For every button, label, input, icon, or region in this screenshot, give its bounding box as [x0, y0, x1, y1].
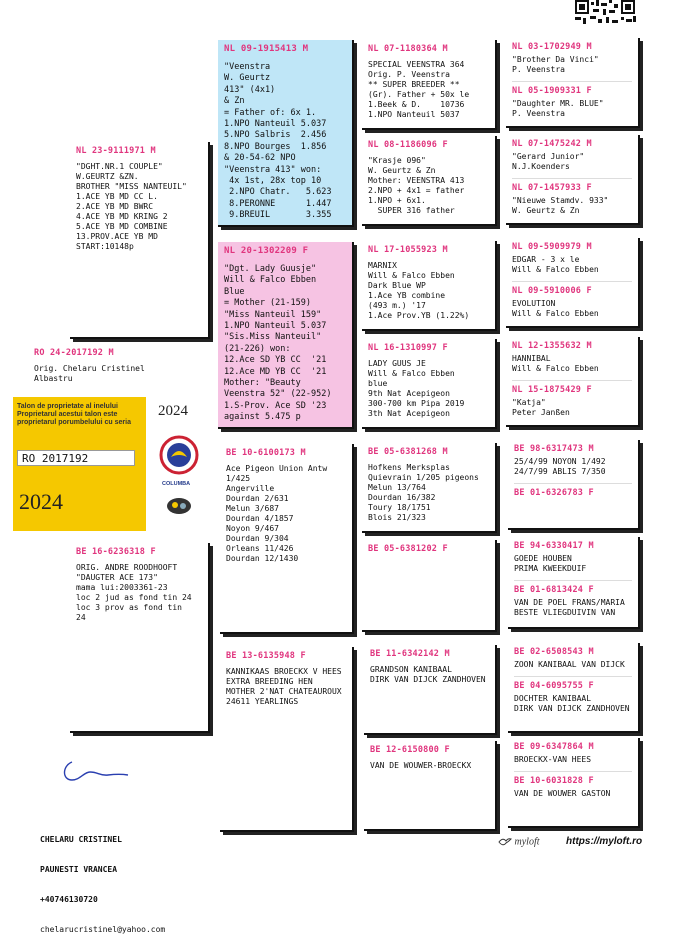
- gen3-card-3: [362, 241, 497, 331]
- signature-icon: [60, 758, 130, 784]
- gen3-ring-7: BE 11-6342142 M: [370, 649, 450, 659]
- granddam-paternal-info: "Dgt. Lady Guusje" Will & Falco Ebben Blue = Mother (21-159) "Miss Nanteuil 159" 1.NPO Nanteuil 5.037 "Sis.Miss Nanteuil" (21-226) won: 12.Ace SD YB CC '21 12.Ace MD YB CC '21 Mother: "Beauty Veenstra 52" (22-952) 1.S-Prov. Ace SD '23 against 5.475 p: [224, 264, 332, 423]
- gen3-card-4: [362, 339, 497, 429]
- gen3-card-2: [362, 136, 497, 226]
- subject-card: [28, 344, 168, 396]
- gen3-ring-5: BE 05-6381268 M: [368, 447, 448, 457]
- gen4-info-15: BROECKX-VAN HEES: [514, 755, 592, 764]
- gen4-info-8: "Katja" Peter Janßen: [512, 398, 570, 417]
- ticket-white-panel: [146, 397, 213, 531]
- gen4-card-5: [508, 440, 640, 530]
- gen3-info-8: VAN DE WOUWER-BROECKX: [370, 761, 472, 770]
- sire-info: "DGHT.NR.1 COUPLE" W.GEURTZ &ZN. BROTHER "MISS NANTEUIL" 1.ACE YB MD CC L. 2.ACE YB MD BWRC 4.ACE YB MD KRING 2 5.ACE YB MD COMBINE 13.PROV.ACE YB MD START:10148p: [76, 162, 187, 251]
- pigeon-emblem-icon: [166, 497, 192, 515]
- gen4-card-4: [506, 337, 640, 427]
- granddam-maternal-ring: BE 13-6135948 F: [226, 651, 306, 661]
- gen4-card-7: [508, 643, 640, 733]
- ticket-year-large: 2024: [19, 489, 63, 514]
- gen3-card-5: [362, 443, 497, 533]
- myloft-bird-icon: [498, 836, 512, 848]
- granddam-paternal-ring: NL 20-1302209 F: [224, 246, 309, 256]
- footer-url[interactable]: https://myloft.ro: [566, 836, 643, 847]
- qr-code: [573, 0, 637, 26]
- subject-ring: RO 24-2017192 M: [34, 348, 114, 358]
- gen4-info-4: "Nieuwe Stamdv. 933" W. Geurtz & Zn: [512, 196, 609, 215]
- gen4-ring-1: NL 03-1702949 M: [512, 42, 592, 52]
- gen3-card-7: [364, 645, 497, 735]
- gen4-info-7: HANNIBAL Will & Falco Ebben: [512, 354, 599, 373]
- granddam-paternal-card: [218, 242, 354, 429]
- owner-email: chelarucristinel@yahoo.com: [40, 925, 166, 934]
- gen3-ring-8: BE 12-6150800 F: [370, 745, 450, 755]
- ticket-year: 2024: [158, 403, 188, 419]
- gen3-card-8: [364, 741, 497, 831]
- gen3-info-7: GRANDSON KANIBAAL DIRK VAN DIJCK ZANDHOVEN: [370, 665, 486, 684]
- gen4-ring-8: NL 15-1875429 F: [512, 385, 592, 395]
- owner-phone: +40746130720: [40, 895, 98, 904]
- gen4-ring-9: BE 98-6317473 M: [514, 444, 594, 454]
- gen4-ring-5: NL 09-5909979 M: [512, 242, 592, 252]
- ring-ownership-ticket: [13, 397, 213, 531]
- sire-card: [70, 142, 210, 339]
- owner-address: PAUNESTI VRANCEA: [40, 865, 118, 874]
- owner-name: CHELARU CRISTINEL: [40, 835, 122, 844]
- ticket-ring-number: RO 2017192: [17, 450, 135, 466]
- gen4-sub-4: [512, 380, 632, 418]
- gen4-info-9: 25/4/99 NOYON 1/492 24/7/99 ABLIS 7/350: [514, 457, 606, 476]
- gen4-sub-6: [514, 580, 632, 618]
- gen3-ring-6: BE 05-6381202 F: [368, 544, 448, 554]
- grandsire-maternal-card: [220, 444, 354, 634]
- gen4-info-14: DOCHTER KANIBAAL DIRK VAN DIJCK ZANDHOVEN: [514, 694, 630, 713]
- grandsire-paternal-card: [218, 40, 354, 227]
- gen4-ring-4: NL 07-1457933 F: [512, 183, 592, 193]
- dam-card: [70, 543, 210, 733]
- gen3-card-1: [362, 40, 497, 130]
- gen3-info-4: LADY GUUS JE Will & Falco Ebben blue 9th Nat Acepigeon 300-700 km Pipa 2019 3th Nat Acepigeon: [368, 359, 465, 418]
- gen4-info-3: "Gerard Junior" N.J.Koenders: [512, 152, 585, 171]
- gen4-card-3: [506, 238, 640, 328]
- gen4-info-2: "Daughter MR. BLUE" P. Veenstra: [512, 99, 604, 118]
- gen4-ring-14: BE 04-6095755 F: [514, 681, 594, 691]
- gen3-ring-1: NL 07-1180364 M: [368, 44, 448, 54]
- owner-info: [40, 815, 165, 945]
- gen4-sub-8: [514, 771, 632, 799]
- myloft-logo-text: myloft: [514, 836, 540, 848]
- gen4-ring-16: BE 10-6031828 F: [514, 776, 594, 786]
- gen4-sub-7: [514, 676, 632, 714]
- grandsire-paternal-info: "Veenstra W. Geurtz 413" (4x1) & Zn = Father of: 6x 1. 1.NPO Nanteuil 5.037 5.NPO Salbris 2.456 8.NPO Bourges 1.856 & 20-54-62 NPO "Veenstra 413" won: 4x 1st, 28x top 10 2.NPO Chatr. 5.623 8.PERONNE 1.447 9.BREUIL 3.355: [224, 62, 332, 221]
- gen4-info-5: EDGAR - 3 x le Will & Falco Ebben: [512, 255, 599, 274]
- gen3-info-5: Hofkens Merksplas Quievrain 1/205 pigeons Melun 13/764 Dourdan 16/382 Toury 18/1751 Blois 21/323: [368, 463, 479, 522]
- grandsire-paternal-ring: NL 09-1915413 M: [224, 44, 309, 54]
- dam-info: ORIG. ANDRE ROODHOOFT "DAUGTER ACE 173" mama lui:2003361-23 loc 2 jud as fond tin 24 loc 3 prov as fond tin 24: [76, 563, 192, 622]
- ticket-brand: COLUMBA: [162, 481, 191, 487]
- gen4-card-6: [508, 537, 640, 629]
- gen4-sub-5: [514, 483, 632, 498]
- dam-ring: BE 16-6236318 F: [76, 547, 156, 557]
- ticket-yellow-panel: [13, 397, 146, 531]
- grandsire-maternal-ring: BE 10-6100173 M: [226, 448, 306, 458]
- gen4-info-16: VAN DE WOUWER GASTON: [514, 789, 611, 798]
- ticket-header: Talon de proprietate al inelului Proprietarul acestui talon este proprietarul porumbelului cu seria: [17, 403, 131, 426]
- myloft-logo: [498, 836, 540, 848]
- gen4-card-2: [506, 135, 640, 225]
- gen4-info-13: ZOON KANIBAAL VAN DIJCK: [514, 660, 625, 669]
- gen3-info-3: MARNIX Will & Falco Ebben Dark Blue WP 1.Ace YB combine (493 m.) '17 1.Ace Prov.YB (1.22%): [368, 261, 470, 320]
- gen4-sub-1: [512, 81, 632, 119]
- granddam-maternal-info: KANNIKAAS BROECKX V HEES EXTRA BREEDING HEN MOTHER 2'NAT CHATEAUROUX 24611 YEARLINGS: [226, 667, 342, 706]
- sire-ring: NL 23-9111971 M: [76, 146, 156, 156]
- gen3-card-6: [362, 540, 497, 632]
- grandsire-maternal-info: Ace Pigeon Union Antw 1/425 Angerville Dourdan 2/631 Melun 3/687 Dourdan 4/1857 Noyon 9/467 Dourdan 9/304 Orleans 11/426 Dourdan 12/1430: [226, 464, 328, 563]
- gen4-ring-3: NL 07-1475242 M: [512, 139, 592, 149]
- gen4-info-12: VAN DE POEL FRANS/MARIA BESTE VLIEGDUIVIN VAN: [514, 598, 625, 617]
- gen3-ring-3: NL 17-1055923 M: [368, 245, 448, 255]
- gen4-sub-2: [512, 178, 632, 216]
- gen4-ring-12: BE 01-6813424 F: [514, 585, 594, 595]
- gen4-ring-6: NL 09-5910006 F: [512, 286, 592, 296]
- gen3-ring-4: NL 16-1310997 F: [368, 343, 448, 353]
- gen3-info-1: SPECIAL VEENSTRA 364 Orig. P. Veenstra ** SUPER BREEDER ** (Gr). Father + 50x le 1.Beek & D. 10736 1.NPO Nanteuil 5037: [368, 60, 470, 119]
- gen4-card-1: [506, 38, 640, 128]
- gen4-info-1: "Brother Da Vinci" P. Veenstra: [512, 55, 599, 74]
- gen4-ring-7: NL 12-1355632 M: [512, 341, 592, 351]
- gen4-card-8: [508, 738, 640, 828]
- subject-info: Orig. Chelaru Cristinel Albastru: [34, 364, 145, 383]
- gen4-ring-15: BE 09-6347864 M: [514, 742, 594, 752]
- gen3-info-2: "Krasje 096" W. Geurtz & Zn Mother: VEENSTRA 413 2.NPO + 4x1 = father 1.NPO + 6x1. SUPER 316 father: [368, 156, 465, 215]
- gen4-ring-13: BE 02-6508543 M: [514, 647, 594, 657]
- gen3-ring-2: NL 08-1186096 F: [368, 140, 448, 150]
- gen4-ring-10: BE 01-6326783 F: [514, 488, 594, 498]
- gen4-ring-11: BE 94-6330417 M: [514, 541, 594, 551]
- gen4-sub-3: [512, 281, 632, 319]
- gen4-info-6: EVOLUTION Will & Falco Ebben: [512, 299, 599, 318]
- columba-logo-icon: [159, 435, 199, 475]
- gen4-ring-2: NL 05-1909331 F: [512, 86, 592, 96]
- granddam-maternal-card: [220, 647, 354, 832]
- gen4-info-11: GOEDE HOUBEN PRIMA KWEEKDUIF: [514, 554, 587, 573]
